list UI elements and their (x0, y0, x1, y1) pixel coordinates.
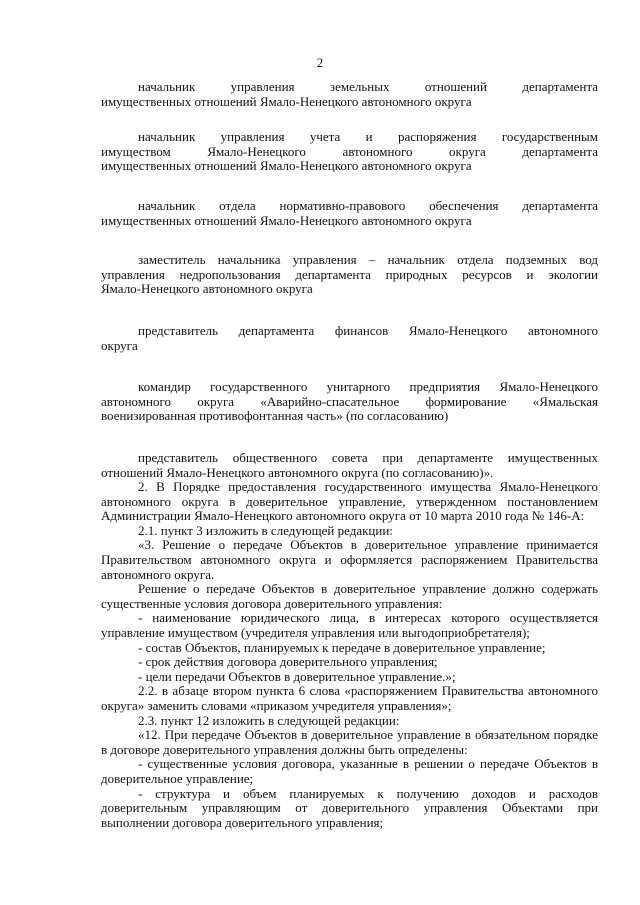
document-body (101, 80, 598, 830)
member-line: представитель общественного совета при департаменте имущественных (138, 449, 598, 465)
paragraph: - состав Объектов, планируемых к передаче в доверительное управление; (138, 639, 546, 655)
member-line: заместитель начальника управления – начальник отдела подземных вод (138, 252, 598, 268)
paragraph: - срок действия договора доверительного управления; (138, 654, 438, 670)
paragraph: 2. В Порядке предоставления государственного имущества Ямало-Ненецкого автономного округа в доверительное управление, утвержденном постановлением Администрации Ямало-Ненецкого автономного округа от 10 марта 2010 года № 146-А: (101, 479, 598, 524)
paragraph: - наименование юридического лица, в интересах которого осуществляется управление имуществом (учредителя управления или выгодоприобретателя); (101, 610, 598, 641)
paragraph: - существенные условия договора, указанные в решении о передаче Объектов в доверительное управление; (101, 756, 598, 786)
member-line: представитель департамента финансов Ямало-Ненецкого автономного (138, 322, 598, 338)
paragraph: «3. Решение о передаче Объектов в доверительное управление принимается Правительством автономного округа и оформляется распоряжением Правительства автономного округа. (101, 537, 598, 582)
member-line: начальник управления учета и распоряжения государственным (138, 129, 598, 145)
member-line: управления недропользования департамента природных ресурсов и экологии (101, 266, 598, 282)
member-line: военизированная противофонтанная часть» (по согласованию) (101, 408, 449, 424)
member-line: автономного округа «Аварийно-спасательное формирование «Ямальская (101, 393, 598, 409)
paragraph: 2.1. пункт 3 изложить в следующей редакции: (138, 522, 393, 538)
member-line: имущественных отношений Ямало-Ненецкого автономного округа (101, 212, 472, 228)
member-line: имущественных отношений Ямало-Ненецкого автономного округа (101, 93, 472, 109)
paragraph: - цели передачи Объектов в доверительное управление.»; (138, 668, 456, 684)
member-line: имущественных отношений Ямало-Ненецкого автономного округа (101, 158, 472, 174)
paragraph: «12. При передаче Объектов в доверительное управление в обязательном порядке в договоре доверительного управления должны быть определены: (101, 727, 598, 757)
page-number: 2 (316, 55, 324, 70)
member-line: командир государственного унитарного предприятия Ямало-Ненецкого (138, 379, 598, 395)
paragraph: 2.2. в абзаце втором пункта 6 слова «распоряжением Правительства автономного округа» заменить словами «приказом учредителя управления»; (101, 683, 598, 713)
member-line: начальник управления земельных отношений департамента (138, 79, 598, 94)
member-line: начальник отдела нормативно-правового обеспечения департамента (138, 197, 598, 213)
member-line: округа (101, 337, 138, 353)
member-line: отношений Ямало-Ненецкого автономного округа (по согласованию)». (101, 464, 494, 480)
paragraph: 2.3. пункт 12 изложить в следующей редакции: (138, 712, 400, 728)
paragraph: - структура и объем планируемых к получению доходов и расходов доверительным управляющим от доверительного управления Объектами при выполнении договора доверительного управления; (101, 785, 598, 830)
member-line: Ямало-Ненецкого автономного округа (101, 281, 313, 297)
paragraph: Решение о передаче Объектов в доверительное управление должно содержать существенные условия договора доверительного управления: (101, 581, 598, 611)
member-line: имуществом Ямало-Ненецкого автономного округа департамента (101, 143, 598, 159)
